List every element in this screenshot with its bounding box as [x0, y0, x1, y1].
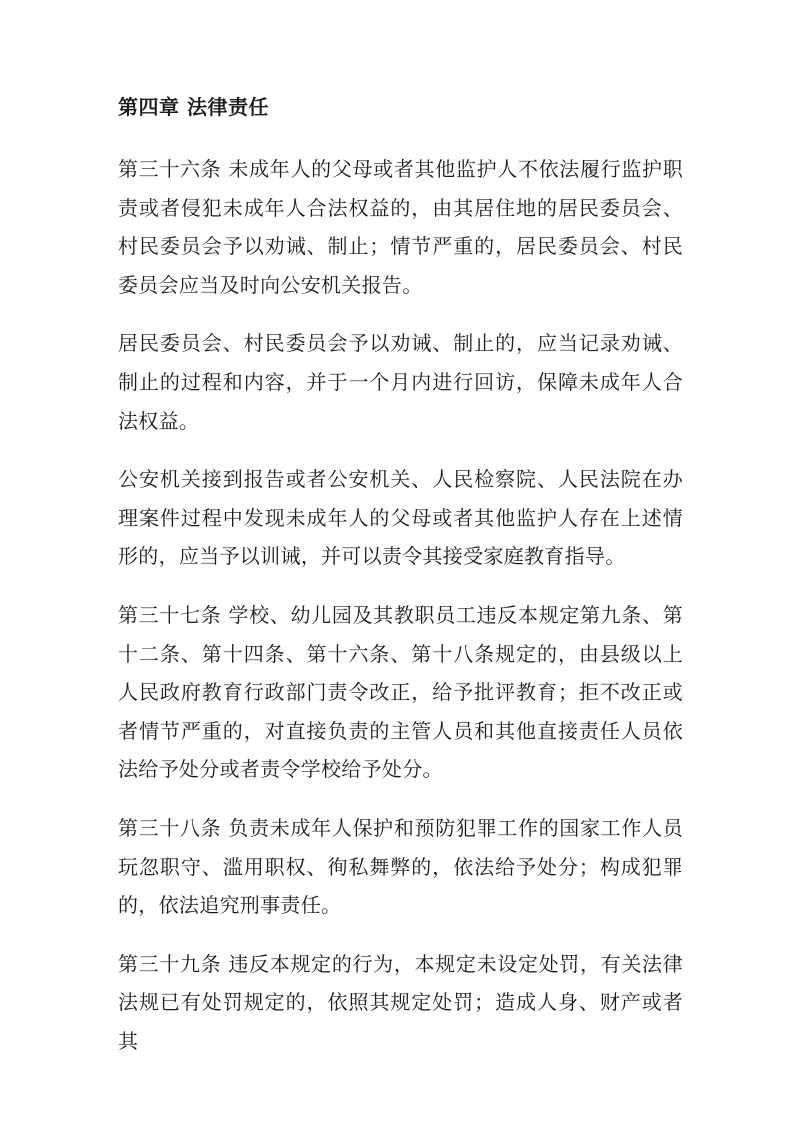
article-36-paragraph-2: 居民委员会、村民委员会予以劝诫、制止的，应当记录劝诫、制止的过程和内容，并于一个月内进行回访，保障未成年人合法权益。: [118, 331, 683, 433]
article-37-paragraph: 第三十七条 学校、幼儿园及其教职员工违反本规定第九条、第十二条、第十四条、第十六条、第十八条规定的，由县级以上人民政府教育行政部门责令改正，给予批评教育；拒不改正或者情节严重的，对直接负责的主管人员和其他直接责任人员依法给予处分或者责令学校给予处分。: [118, 602, 683, 782]
document-body: [118, 88, 683, 1080]
article-39-paragraph: 第三十九条 违反本规定的行为，本规定未设定处罚，有关法律法规已有处罚规定的，依照其规定处罚；造成人身、财产或者其: [118, 951, 683, 1053]
article-36-paragraph-3: 公安机关接到报告或者公安机关、人民检察院、人民法院在办理案件过程中发现未成年人的父母或者其他监护人存在上述情形的，应当予以训诫，并可以责令其接受家庭教育指导。: [118, 467, 683, 569]
chapter-title: 第四章 法律责任: [118, 95, 269, 119]
article-36-paragraph: 第三十六条 未成年人的父母或者其他监护人不依法履行监护职责或者侵犯未成年人合法权益的，由其居住地的居民委员会、村民委员会予以劝诫、制止；情节严重的，居民委员会、村民委员会应当及时向公安机关报告。: [118, 157, 683, 297]
article-38-paragraph: 第三十八条 负责未成年人保护和预防犯罪工作的国家工作人员玩忽职守、滥用职权、徇私舞弊的，依法给予处分；构成犯罪的，依法追究刑事责任。: [118, 815, 683, 918]
